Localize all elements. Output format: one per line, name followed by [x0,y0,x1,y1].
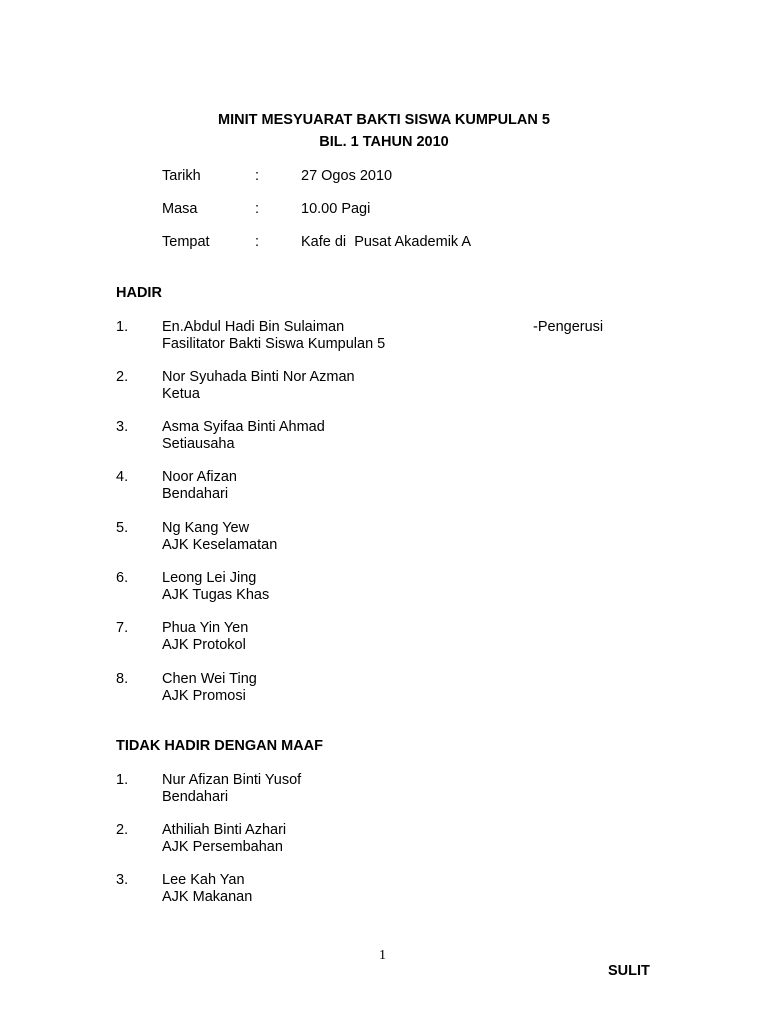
item-number: 6. [116,570,129,586]
item-number: 2. [116,822,129,838]
item-number: 2. [116,369,129,385]
detail-separator: : [255,168,260,184]
member-name: Leong Lei Jing [162,570,257,586]
member-name: Nor Syuhada Binti Nor Azman [162,369,355,385]
detail-value: Kafe di Pusat Akademik A [301,234,472,250]
document-subtitle: BIL. 1 TAHUN 2010 [319,134,449,150]
member-role: Fasilitator Bakti Siswa Kumpulan 5 [162,336,386,352]
item-number: 7. [116,620,129,636]
member-role: AJK Makanan [162,889,253,905]
detail-value: 27 Ogos 2010 [301,168,393,184]
item-number: 3. [116,419,129,435]
member-name: Nur Afizan Binti Yusof [162,772,302,788]
detail-separator: : [255,201,260,217]
member-name: Noor Afizan [162,469,237,485]
member-name: Asma Syifaa Binti Ahmad [162,419,325,435]
member-name: En.Abdul Hadi Bin Sulaiman [162,319,345,335]
item-number: 5. [116,520,129,536]
document-title: MINIT MESYUARAT BAKTI SISWA KUMPULAN 5 [218,112,550,128]
detail-value: 10.00 Pagi [301,201,371,217]
present-heading: HADIR [116,285,162,301]
member-role: AJK Protokol [162,637,246,653]
item-number: 4. [116,469,129,485]
confidentiality-mark: SULIT [608,963,650,979]
member-name: Athiliah Binti Azhari [162,822,287,838]
item-number: 3. [116,872,129,888]
member-name: Ng Kang Yew [162,520,250,536]
member-name: Phua Yin Yen [162,620,249,636]
member-note: -Pengerusi [533,319,604,335]
member-role: Setiausaha [162,436,235,452]
member-role: Ketua [162,386,200,402]
member-role: AJK Keselamatan [162,537,278,553]
page-number: 1 [379,948,386,963]
member-role: Bendahari [162,486,229,502]
member-role: AJK Promosi [162,688,246,704]
detail-label: Tarikh [162,168,201,184]
item-number: 1. [116,772,129,788]
member-name: Lee Kah Yan [162,872,245,888]
item-number: 1. [116,319,129,335]
detail-label: Tempat [162,234,210,250]
member-role: AJK Persembahan [162,839,283,855]
detail-separator: : [255,234,260,250]
absent-heading: TIDAK HADIR DENGAN MAAF [116,738,324,754]
member-role: Bendahari [162,789,229,805]
member-name: Chen Wei Ting [162,671,257,687]
detail-label: Masa [162,201,198,217]
member-role: AJK Tugas Khas [162,587,270,603]
item-number: 8. [116,671,129,687]
